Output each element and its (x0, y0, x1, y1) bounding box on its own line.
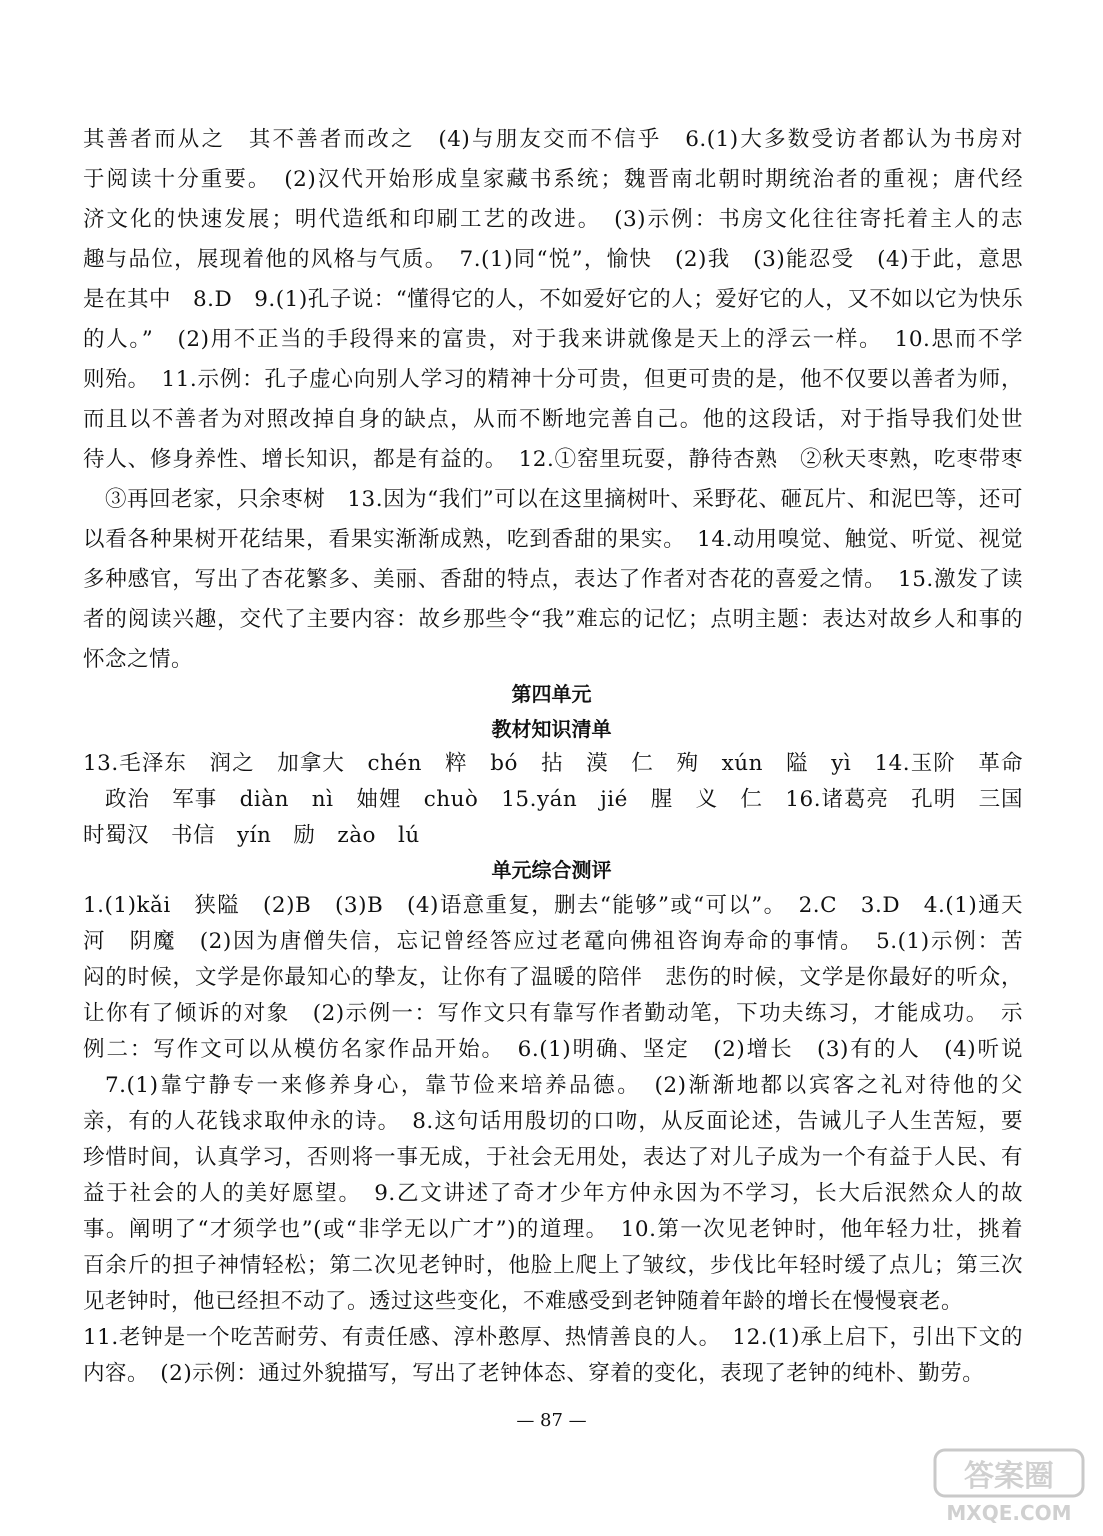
text-line: 者的阅读兴趣，交代了主要内容：故乡那些令“我”难忘的记忆；点明主题：表达对故乡人和事的 (83, 607, 1023, 632)
text-line: 趣与品位，展现着他的风格与气质。 7.(1)同“悦”，愉快 (2)我 (3)能忍受 (4)于此，意思 (83, 247, 1023, 272)
text-line: 见老钟时，他已经担不动了。透过这些变化，不难感受到老钟随着年龄的增长在慢慢衰老。 (83, 1289, 964, 1314)
text-line: 是在其中 8.D 9.(1)孔子说：“懂得它的人，不如爱好它的人；爱好它的人，又不如以它为快乐 (83, 287, 1023, 312)
text-line: 让你有了倾诉的对象 (2)示例一：写作文只有靠写作者勤动笔，下功夫练习，才能成功。 示 (83, 1001, 1023, 1026)
section-title: 单元综合测评 (491, 858, 612, 882)
text-line: 多种感官，写出了杏花繁多、美丽、香甜的特点，表达了作者对杏花的喜爱之情。 15.激发了读 (83, 567, 1023, 592)
text-line: 事。阐明了“才须学也”(或“非学无以广才”)的道理。 10.第一次见老钟时，他年轻力壮，挑着 (83, 1217, 1023, 1242)
text-line: 则殆。 11.示例：孔子虚心向别人学习的精神十分可贵，但更可贵的是，他不仅要以善者为师， (83, 367, 1023, 392)
text-line: 时蜀汉 书信 yín 励 zào lú (83, 823, 420, 848)
text-line: 闷的时候，文学是你最知心的挚友，让你有了温暖的陪伴 悲伤的时候，文学是你最好的听众， (83, 965, 1023, 990)
watermark-logo (929, 1446, 1089, 1528)
text-line: 13.毛泽东 润之 加拿大 chén 粹 bó 拈 漠 仁 殉 xún 隘 yì 14.玉阶 革命 (83, 751, 1023, 776)
text-line: 亲，有的人花钱求取仲永的诗。 8.这句话用殷切的口吻，从反面论述，告诫儿子人生苦短，要 (83, 1109, 1023, 1134)
text-line: 待人、修身养性、增长知识，都是有益的。 12.①窑里玩耍，静待杏熟 ②秋天枣熟，吃枣带枣 (83, 447, 1023, 472)
text-line: ③再回老家，只余枣树 13.因为“我们”可以在这里摘树叶、采野花、砸瓦片、和泥巴等，还可 (105, 487, 1023, 512)
text-line: 珍惜时间，认真学习，否则将一事无成，于社会无用处，表达了对儿子成为一个有益于人民、有 (83, 1145, 1023, 1170)
watermark-top-text: 答案圈 (964, 1459, 1054, 1494)
text-line: 百余斤的担子神情轻松；第二次见老钟时，他脸上爬上了皱纹，步伐比年轻时缓了点儿；第三次 (83, 1253, 1023, 1278)
text-line: 7.(1)靠宁静专一来修养身心，靠节俭来培养品德。 (2)渐渐地都以宾客之礼对待他的父 (105, 1073, 1023, 1098)
text-line: 以看各种果树开花结果，看果实渐渐成熟，吃到香甜的果实。 14.动用嗅觉、触觉、听觉、视觉 (83, 527, 1023, 552)
watermark-bottom-text: MXQE.COM (946, 1501, 1072, 1525)
text-line: 于阅读十分重要。 (2)汉代开始形成皇家藏书系统；魏晋南北朝时期统治者的重视；唐代经 (83, 167, 1023, 192)
text-line: 例二：写作文可以从模仿名家作品开始。 6.(1)明确、坚定 (2)增长 (3)有的人 (4)听说 (83, 1037, 1023, 1062)
text-line: 而且以不善者为对照改掉自身的缺点，从而不断地完善自己。他的这段话，对于指导我们处世 (83, 407, 1023, 432)
text-line: 1.(1)kǎi 狭隘 (2)B (3)B (4)语意重复，删去“能够”或“可以”。 2.C 3.D 4.(1)通天 (83, 893, 1023, 918)
text-line: 11.老钟是一个吃苦耐劳、有责任感、淳朴憨厚、热情善良的人。 12.(1)承上启下，引出下文的 (83, 1325, 1023, 1350)
text-line: 政治 军事 diàn nì 妯娌 chuò 15.yán jié 腥 义 仁 16.诸葛亮 孔明 三国 (105, 787, 1023, 812)
page-number: — 87 — (516, 1410, 587, 1431)
text-line: 怀念之情。 (83, 647, 194, 672)
text-line: 河 阴魔 (2)因为唐僧失信，忘记曾经答应过老鼋向佛祖咨询寿命的事情。 5.(1)示例：苦 (83, 929, 1023, 954)
unit-title: 第四单元 (511, 682, 592, 706)
text-line: 益于社会的人的美好愿望。 9.乙文讲述了奇才少年方仲永因为不学习，长大后泯然众人的故 (83, 1181, 1023, 1206)
text-line: 其善者而从之 其不善者而改之 (4)与朋友交而不信乎 6.(1)大多数受访者都认为书房对 (83, 127, 1023, 152)
text-line: 内容。 (2)示例：通过外貌描写，写出了老钟体态、穿着的变化，表现了老钟的纯朴、勤劳。 (83, 1361, 985, 1386)
text-line: 济文化的快速发展；明代造纸和印刷工艺的改进。 (3)示例：书房文化往往寄托着主人的志 (83, 207, 1023, 232)
text-line: 的人。” (2)用不正当的手段得来的富贵，对于我来讲就像是天上的浮云一样。 10.思而不学 (83, 327, 1023, 352)
section-title: 教材知识清单 (491, 717, 612, 741)
